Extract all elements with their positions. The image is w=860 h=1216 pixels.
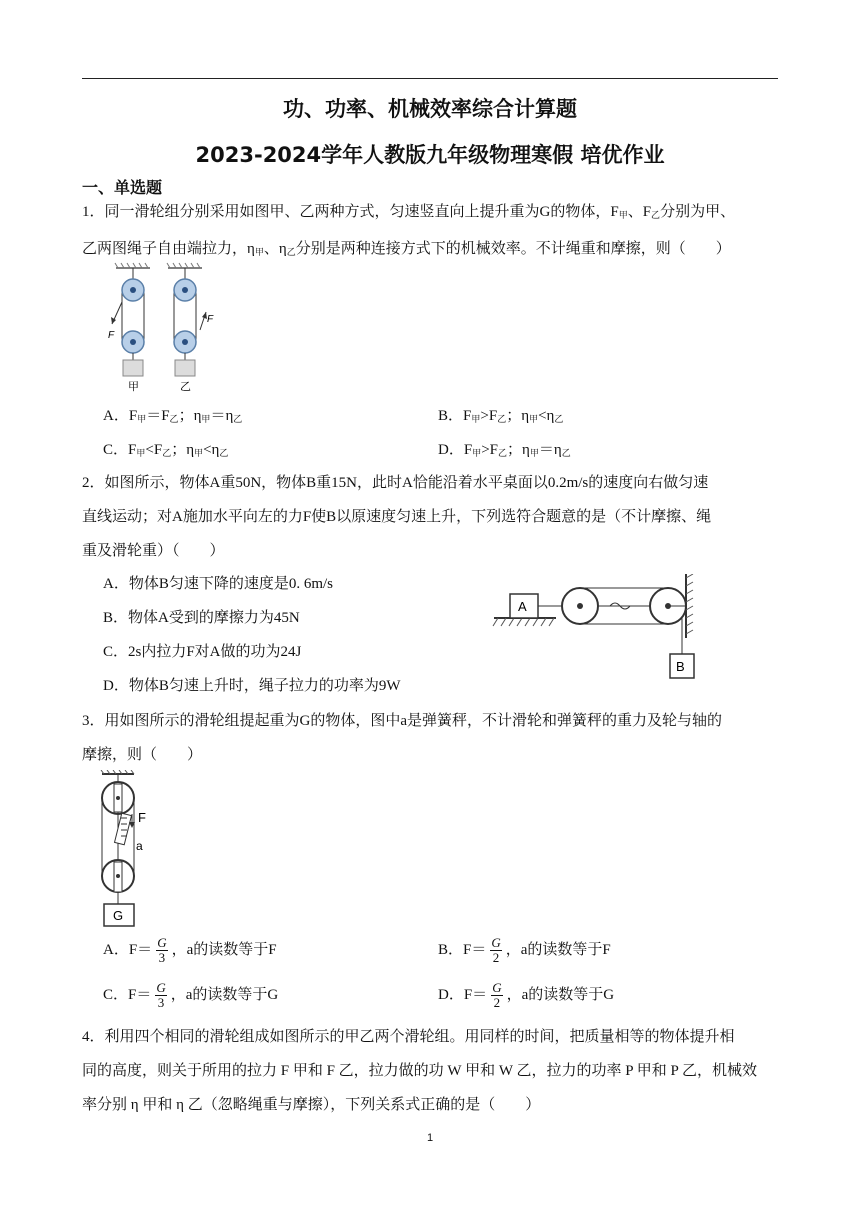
question-2-line-1: 2．如图所示，物体A重50N，物体B重15N，此时A恰能沿着水平桌面以0.2m/s的速度向右做匀速 [82, 475, 709, 491]
q3-option-b-fraction: $\frac{G}{2}$ [491, 935, 501, 966]
q3-option-a-fraction: $\frac{G}{3}$ [157, 935, 167, 966]
q3-option-d-fraction: $\frac{G}{2}$ [492, 980, 502, 1011]
q1-force-yi-label: F [207, 314, 214, 325]
question-3-stem [82, 704, 782, 772]
q2-option-a[interactable]: A．物体B匀速下降的速度是0. 6m/s [103, 576, 334, 592]
question-1-stem [82, 195, 782, 269]
question-4-stem [82, 1020, 782, 1122]
q3-weight-label: G [113, 908, 124, 923]
q1-option-c[interactable]: C．$F_甲<F_乙$；$\eta_甲<\eta_乙$ [103, 442, 229, 458]
q1-label-jia: 甲 [128, 381, 139, 393]
header-rule [82, 78, 778, 79]
question-2-figure [490, 574, 710, 689]
question-2-stem [82, 466, 782, 568]
q3-option-a[interactable]: A．F＝ $\frac{G}{3}$ ，a的读数等于F [103, 935, 277, 966]
q2-option-c[interactable]: C．2s内拉力F对A做的功为24J [103, 644, 302, 660]
q1-force-jia-label: F [108, 330, 115, 341]
q3-force-label: F [138, 810, 146, 825]
q1-option-b[interactable]: B．$F_甲>F_乙$；$\eta_甲<\eta_乙$ [438, 408, 564, 424]
q1-label-yi: 乙 [180, 381, 191, 393]
q1-option-d[interactable]: D．$F_甲>F_乙$；$\eta_甲=\eta_乙$ [438, 442, 571, 458]
page-number: 1 [426, 1132, 434, 1144]
question-2-line-3: 重及滑轮重）（ ） [82, 543, 225, 559]
page-title: 功、功率、机械效率综合计算题 [283, 97, 577, 121]
q3-option-d[interactable]: D．F＝ $\frac{G}{2}$ ，a的读数等于G [438, 980, 615, 1011]
question-4-line-3: 率分别 η 甲和 η 乙（忽略绳重与摩擦），下列关系式正确的是（ ） [82, 1097, 541, 1113]
q2-option-d[interactable]: D．物体B匀速上升时，绳子拉力的功率为9W [103, 678, 401, 694]
q3-option-c[interactable]: C．F＝ $\frac{G}{3}$ ，a的读数等于G [103, 980, 279, 1011]
question-1-line-2: 乙两图绳子自由端拉力，$\eta_甲$、$\eta_乙$分别是两种连接方式下的机械效率。不计绳重和摩擦，则（ ） [82, 241, 731, 257]
q2-block-b-label: B [676, 659, 685, 674]
question-3-line-2: 摩擦，则（ ） [82, 747, 203, 763]
question-2-line-2: 直线运动；对A施加水平向左的力F使B以原速度匀速上升，下列选符合题意的是（不计摩擦、绳 [82, 509, 712, 525]
q3-option-c-fraction: $\frac{G}{3}$ [156, 980, 166, 1011]
question-3-line-1: 3．用如图所示的滑轮组提起重为G的物体，图中a是弹簧秤，不计滑轮和弹簧秤的重力及轮与轴的 [82, 713, 722, 729]
q1-option-a[interactable]: A．$F_甲=F_乙$；$\eta_甲=\eta_乙$ [103, 408, 243, 424]
q2-option-b[interactable]: B．物体A受到的摩擦力为45N [103, 610, 300, 626]
question-4-line-1: 4．利用四个相同的滑轮组成如图所示的甲乙两个滑轮组。用同样的时间，把质量相等的物体提升相 [82, 1029, 735, 1045]
page-subtitle: 2023-2024学年人教版九年级物理寒假 培优作业 [195, 143, 665, 167]
question-4-line-2: 同的高度，则关于所用的拉力 F 甲和 F 乙，拉力做的功 W 甲和 W 乙，拉力的功率 P 甲和 P 乙，机械效 [82, 1063, 758, 1079]
question-1-figure [108, 262, 218, 400]
question-1-line-1: 1．同一滑轮组分别采用如图甲、乙两种方式，匀速竖直向上提升重为G的物体，$F_甲$、$F_乙$分别为甲、 [82, 204, 736, 220]
section-heading: 一、单选题 [82, 178, 163, 197]
question-3-figure [96, 770, 166, 930]
q3-scale-label: a [136, 839, 143, 853]
q3-option-b[interactable]: B．F＝ $\frac{G}{2}$ ，a的读数等于F [438, 935, 611, 966]
q2-block-a-label: A [518, 599, 527, 614]
